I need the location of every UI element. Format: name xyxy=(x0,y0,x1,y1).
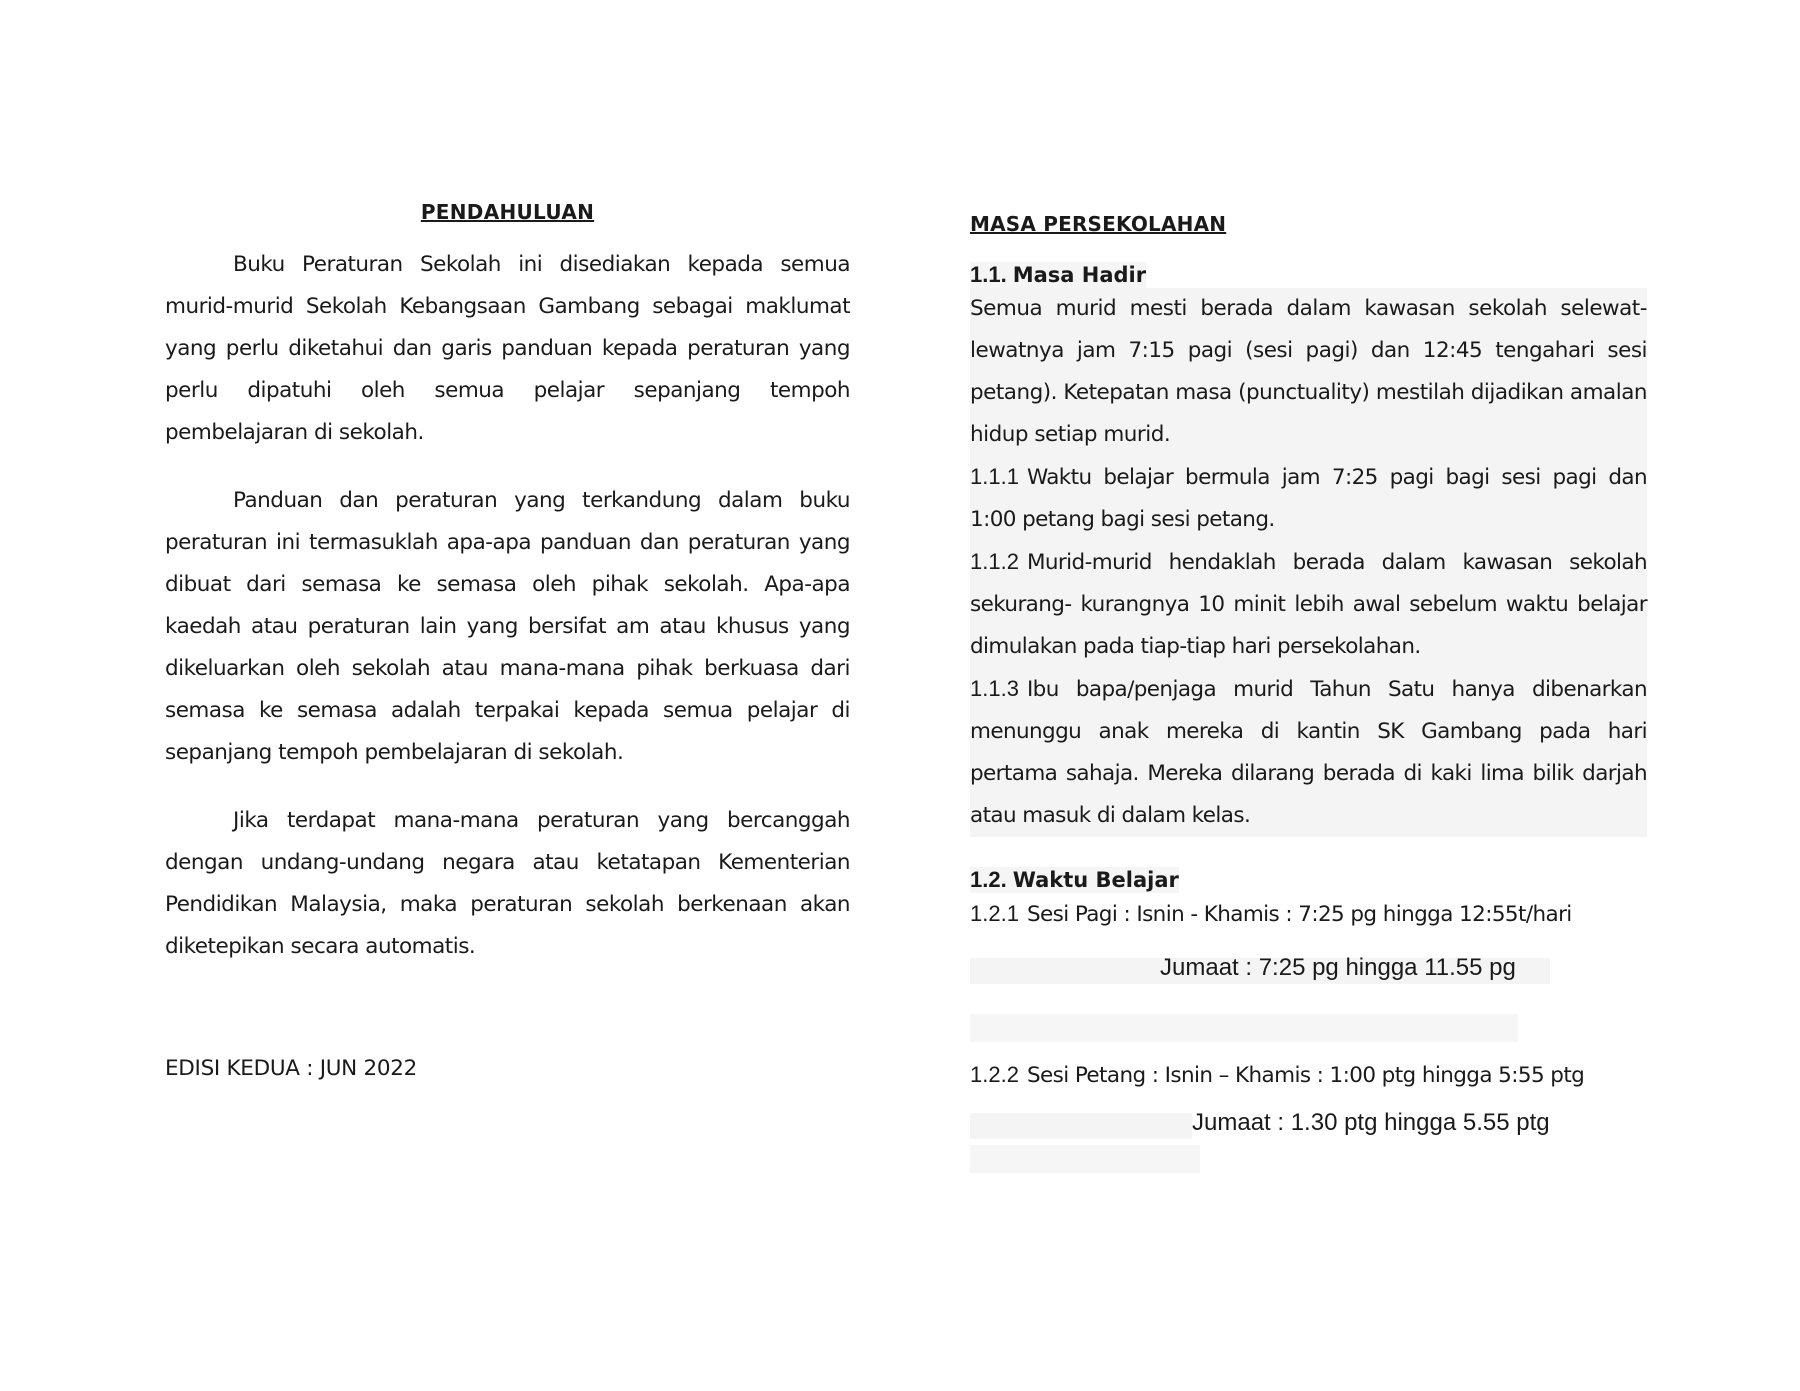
item-text: Sesi Pagi : Isnin - Khamis : 7:25 pg hingga 12:55t/hari xyxy=(1026,902,1572,927)
item-1-1-3 xyxy=(970,668,1647,837)
section-number: 1.2. xyxy=(970,867,1007,892)
left-column xyxy=(165,200,850,1081)
item-number: 1.1.1 xyxy=(970,464,1019,489)
jumaat-pagi-text: Jumaat : 7:25 pg hingga 11.55 pg xyxy=(1160,954,1516,981)
blank-highlight-bar xyxy=(970,1014,1518,1042)
jumaat-pagi-row xyxy=(970,954,1647,984)
jumaat-petang-text: Jumaat : 1.30 ptg hingga 5.55 ptg xyxy=(1192,1109,1550,1136)
intro-paragraph-2: Panduan dan peraturan yang terkandung dalam buku peraturan ini termasuklah apa-apa panduan dan peraturan yang dibuat dari semasa ke semasa oleh pihak sekolah. Apa-apa kaedah atau peraturan lain yang bersifat am atau khusus yang dikeluarkan oleh sekolah atau mana-mana pihak berkuasa dari semasa ke semasa adalah terpakai kepada semua pelajar di sepanjang tempoh pembelajaran di sekolah. xyxy=(165,488,850,765)
item-number: 1.1.2 xyxy=(970,549,1019,574)
section-title: Waktu Belajar xyxy=(1012,868,1179,892)
blank-highlight-bar xyxy=(970,1145,1200,1173)
item-text: Sesi Petang : Isnin – Khamis : 1:00 ptg hingga 5:55 ptg xyxy=(1026,1063,1585,1088)
section-heading-waktu-belajar xyxy=(970,867,1179,893)
page-title-masa-persekolahan: MASA PERSEKOLAHAN xyxy=(970,212,1227,236)
item-number: 1.1.3 xyxy=(970,676,1019,701)
item-1-1-2 xyxy=(970,541,1647,668)
right-column xyxy=(970,212,1647,1173)
masa-hadir-paragraph: Semua murid mesti berada dalam kawasan sekolah selewat-lewatnya jam 7:15 pagi (sesi pagi) dan 12:45 tengahari sesi petang). Ketepatan masa (punctuality) mestilah dijadikan amalan hidup setiap murid. xyxy=(970,288,1647,456)
intro-paragraph-3: Jika terdapat mana-mana peraturan yang bercanggah dengan undang-undang negara atau ketatapan Kementerian Pendidikan Malaysia, maka peraturan sekolah berkenaan akan diketepikan secara automatis. xyxy=(165,808,850,959)
item-number: 1.2.2 xyxy=(970,1062,1019,1087)
page-title-pendahuluan: PENDAHULUAN xyxy=(420,200,595,224)
jumaat-petang-row xyxy=(970,1109,1647,1139)
item-text: Murid-murid hendaklah berada dalam kawasan sekolah sekurang- kurangnya 10 minit lebih awal sebelum waktu belajar dimulakan pada tiap-tiap hari persekolahan. xyxy=(970,550,1647,659)
section-title: Masa Hadir xyxy=(1012,263,1147,287)
edition-label: EDISI KEDUA : JUN 2022 xyxy=(165,1056,418,1081)
item-text: Ibu bapa/penjaga murid Tahun Satu hanya dibenarkan menunggu anak mereka di kantin SK Gambang pada hari pertama sahaja. Mereka dilarang berada di kaki lima bilik darjah atau masuk di dalam kelas. xyxy=(970,677,1647,828)
item-1-1-1 xyxy=(970,456,1647,541)
item-text: Waktu belajar bermula jam 7:25 pagi bagi sesi pagi dan 1:00 petang bagi sesi petang. xyxy=(970,465,1647,532)
section-number: 1.1. xyxy=(970,262,1007,287)
section-heading-masa-hadir xyxy=(970,262,1146,288)
item-number: 1.2.1 xyxy=(970,901,1019,926)
intro-paragraph-1: Buku Peraturan Sekolah ini disediakan kepada semua murid-murid Sekolah Kebangsaan Gambang sebagai maklumat yang perlu diketahui dan garis panduan kepada peraturan yang perlu dipatuhi oleh semua pelajar sepanjang tempoh pembelajaran di sekolah. xyxy=(165,252,850,445)
item-1-2-1 xyxy=(970,893,1647,936)
item-1-2-2 xyxy=(970,1054,1647,1097)
